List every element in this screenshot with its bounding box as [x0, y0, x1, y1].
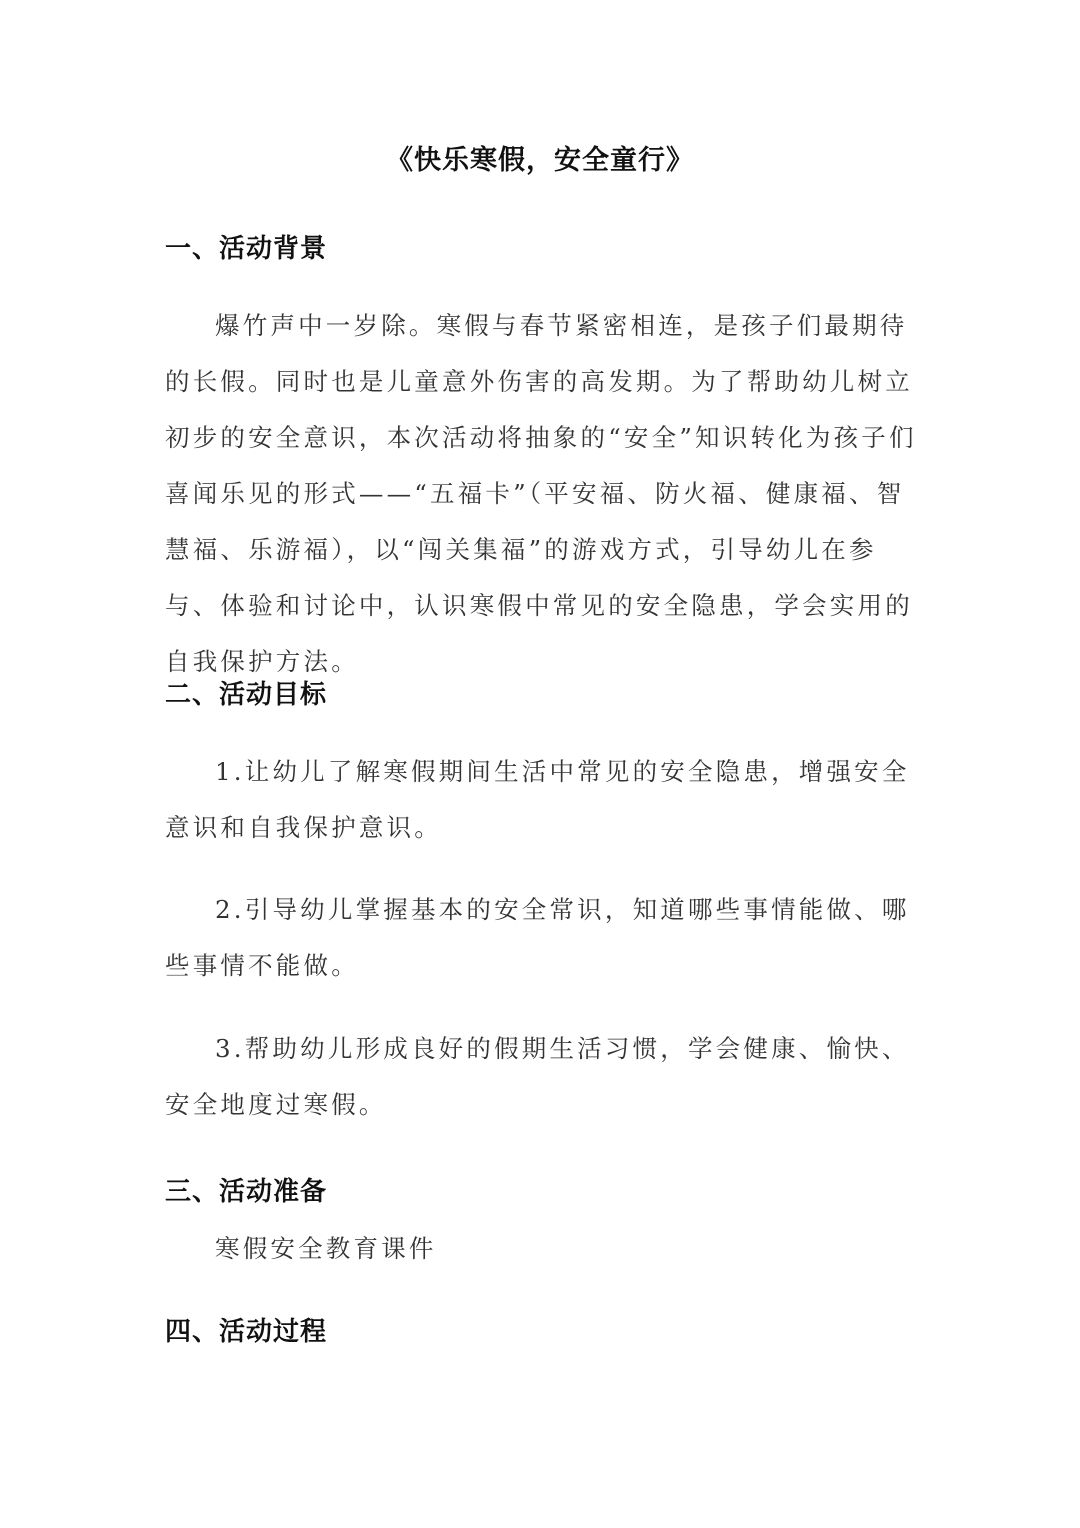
preparation-text: 寒假安全教育课件: [215, 1234, 437, 1263]
goal-item-1: 1.让幼儿了解寒假期间生活中常见的安全隐患，增强安全意识和自我保护意识。: [165, 757, 910, 842]
document-title: 《快乐寒假，安全童行》: [386, 145, 694, 176]
background-paragraph: 爆竹声中一岁除。寒假与春节紧密相连，是孩子们最期待的长假。同时也是儿童意外伤害的高发期。为了帮助幼儿树立初步的安全意识，本次活动将抽象的“安全”知识转化为孩子们喜闻乐见的形式——“五福卡”（平安福、防火福、健康福、智慧福、乐游福），以“闯关集福”的游戏方式，引导幼儿在参与、体验和讨论中，认识寒假中常见的安全隐患，学会实用的自我保护方法。: [165, 311, 917, 676]
goal-item-3: 3.帮助幼儿形成良好的假期生活习惯，学会健康、愉快、安全地度过寒假。: [165, 1034, 910, 1119]
section-heading-process: 四、活动过程: [165, 1317, 328, 1347]
section-heading-goals: 二、活动目标: [165, 680, 328, 710]
goal-item-2: 2.引导幼儿掌握基本的安全常识，知道哪些事情能做、哪些事情不能做。: [165, 895, 910, 980]
section-heading-preparation: 三、活动准备: [165, 1177, 328, 1207]
section-heading-background: 一、活动背景: [165, 234, 328, 264]
